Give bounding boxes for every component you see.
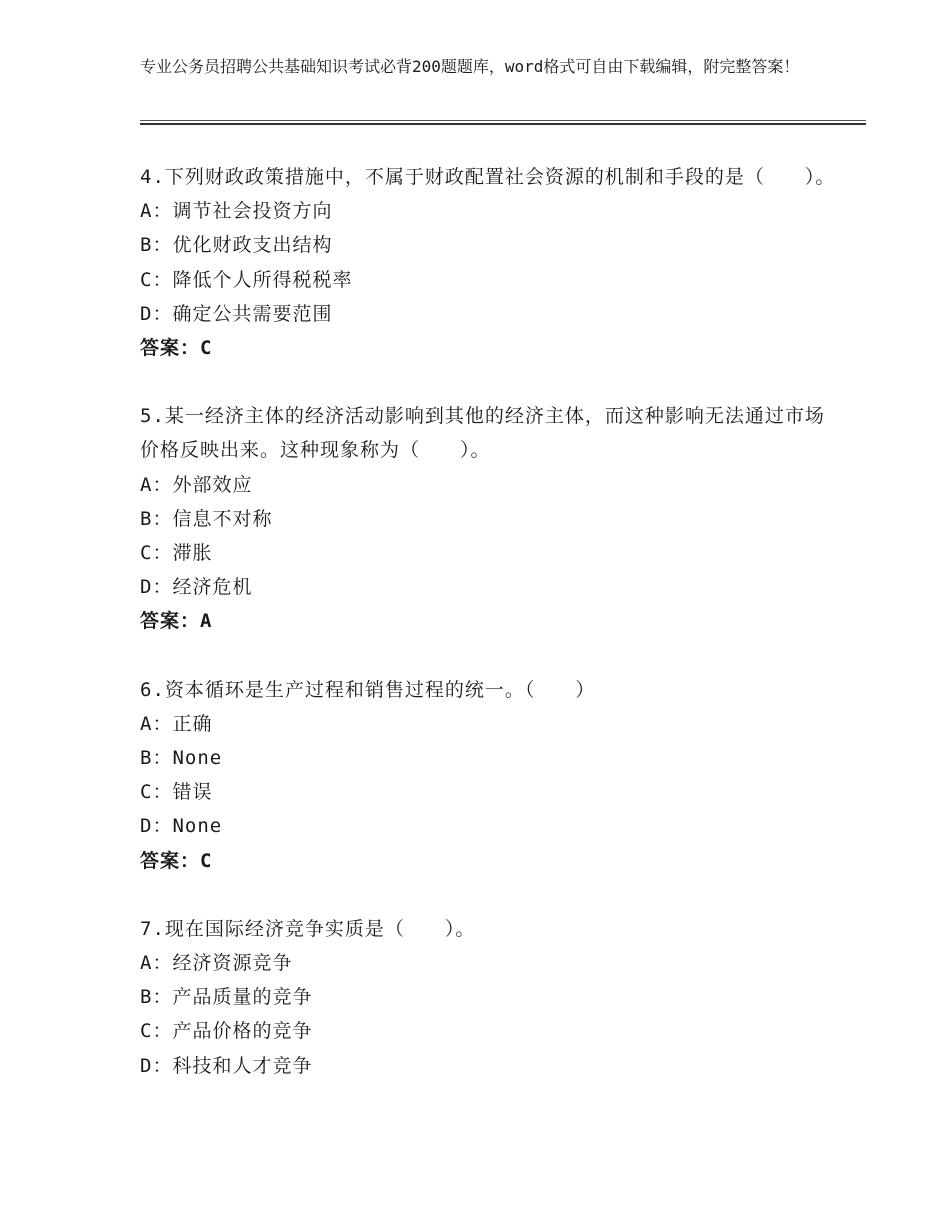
question-list	[140, 160, 840, 1117]
question-item	[140, 673, 840, 878]
answer-text: 答案：C	[140, 849, 213, 872]
divider-line-thin	[140, 120, 866, 121]
question-item	[140, 160, 840, 365]
option-b: B：优化财政支出结构	[140, 234, 333, 257]
option-c: C：产品价格的竞争	[140, 1020, 313, 1043]
option-b: B：None	[140, 747, 223, 770]
question-text: 6.资本循环是生产过程和销售过程的统一。（ ）	[140, 678, 596, 701]
option-a: A：外部效应	[140, 473, 253, 496]
option-b: B：信息不对称	[140, 507, 273, 530]
answer-text: 答案：A	[140, 610, 213, 633]
divider-line-thick	[140, 123, 866, 125]
option-c: C：滞胀	[140, 542, 213, 565]
option-d: D：确定公共需要范围	[140, 302, 333, 325]
document-header: 专业公务员招聘公共基础知识考试必背200题题库，word格式可自由下载编辑，附完整答案！	[140, 57, 800, 76]
option-c: C：降低个人所得税税率	[140, 268, 353, 291]
option-d: D：None	[140, 815, 223, 838]
question-text: 4.下列财政政策措施中，不属于财政配置社会资源的机制和手段的是（ ）。	[140, 166, 836, 188]
option-b: B：产品质量的竞争	[140, 986, 313, 1009]
option-d: D：科技和人才竞争	[140, 1054, 313, 1077]
option-a: A：正确	[140, 712, 213, 735]
option-d: D：经济危机	[140, 576, 253, 599]
question-text: 7.现在国际经济竞争实质是（ ）。	[140, 917, 476, 940]
question-item	[140, 399, 840, 638]
question-text: 5.某一经济主体的经济活动影响到其他的经济主体，而这种影响无法通过市场价格反映出来。这种现象称为（ ）。	[140, 405, 825, 462]
option-c: C：错误	[140, 781, 213, 804]
option-a: A：经济资源竞争	[140, 952, 293, 975]
header-divider	[140, 120, 866, 126]
question-item	[140, 912, 840, 1083]
option-a: A：调节社会投资方向	[140, 200, 333, 223]
answer-text: 答案：C	[140, 337, 213, 360]
